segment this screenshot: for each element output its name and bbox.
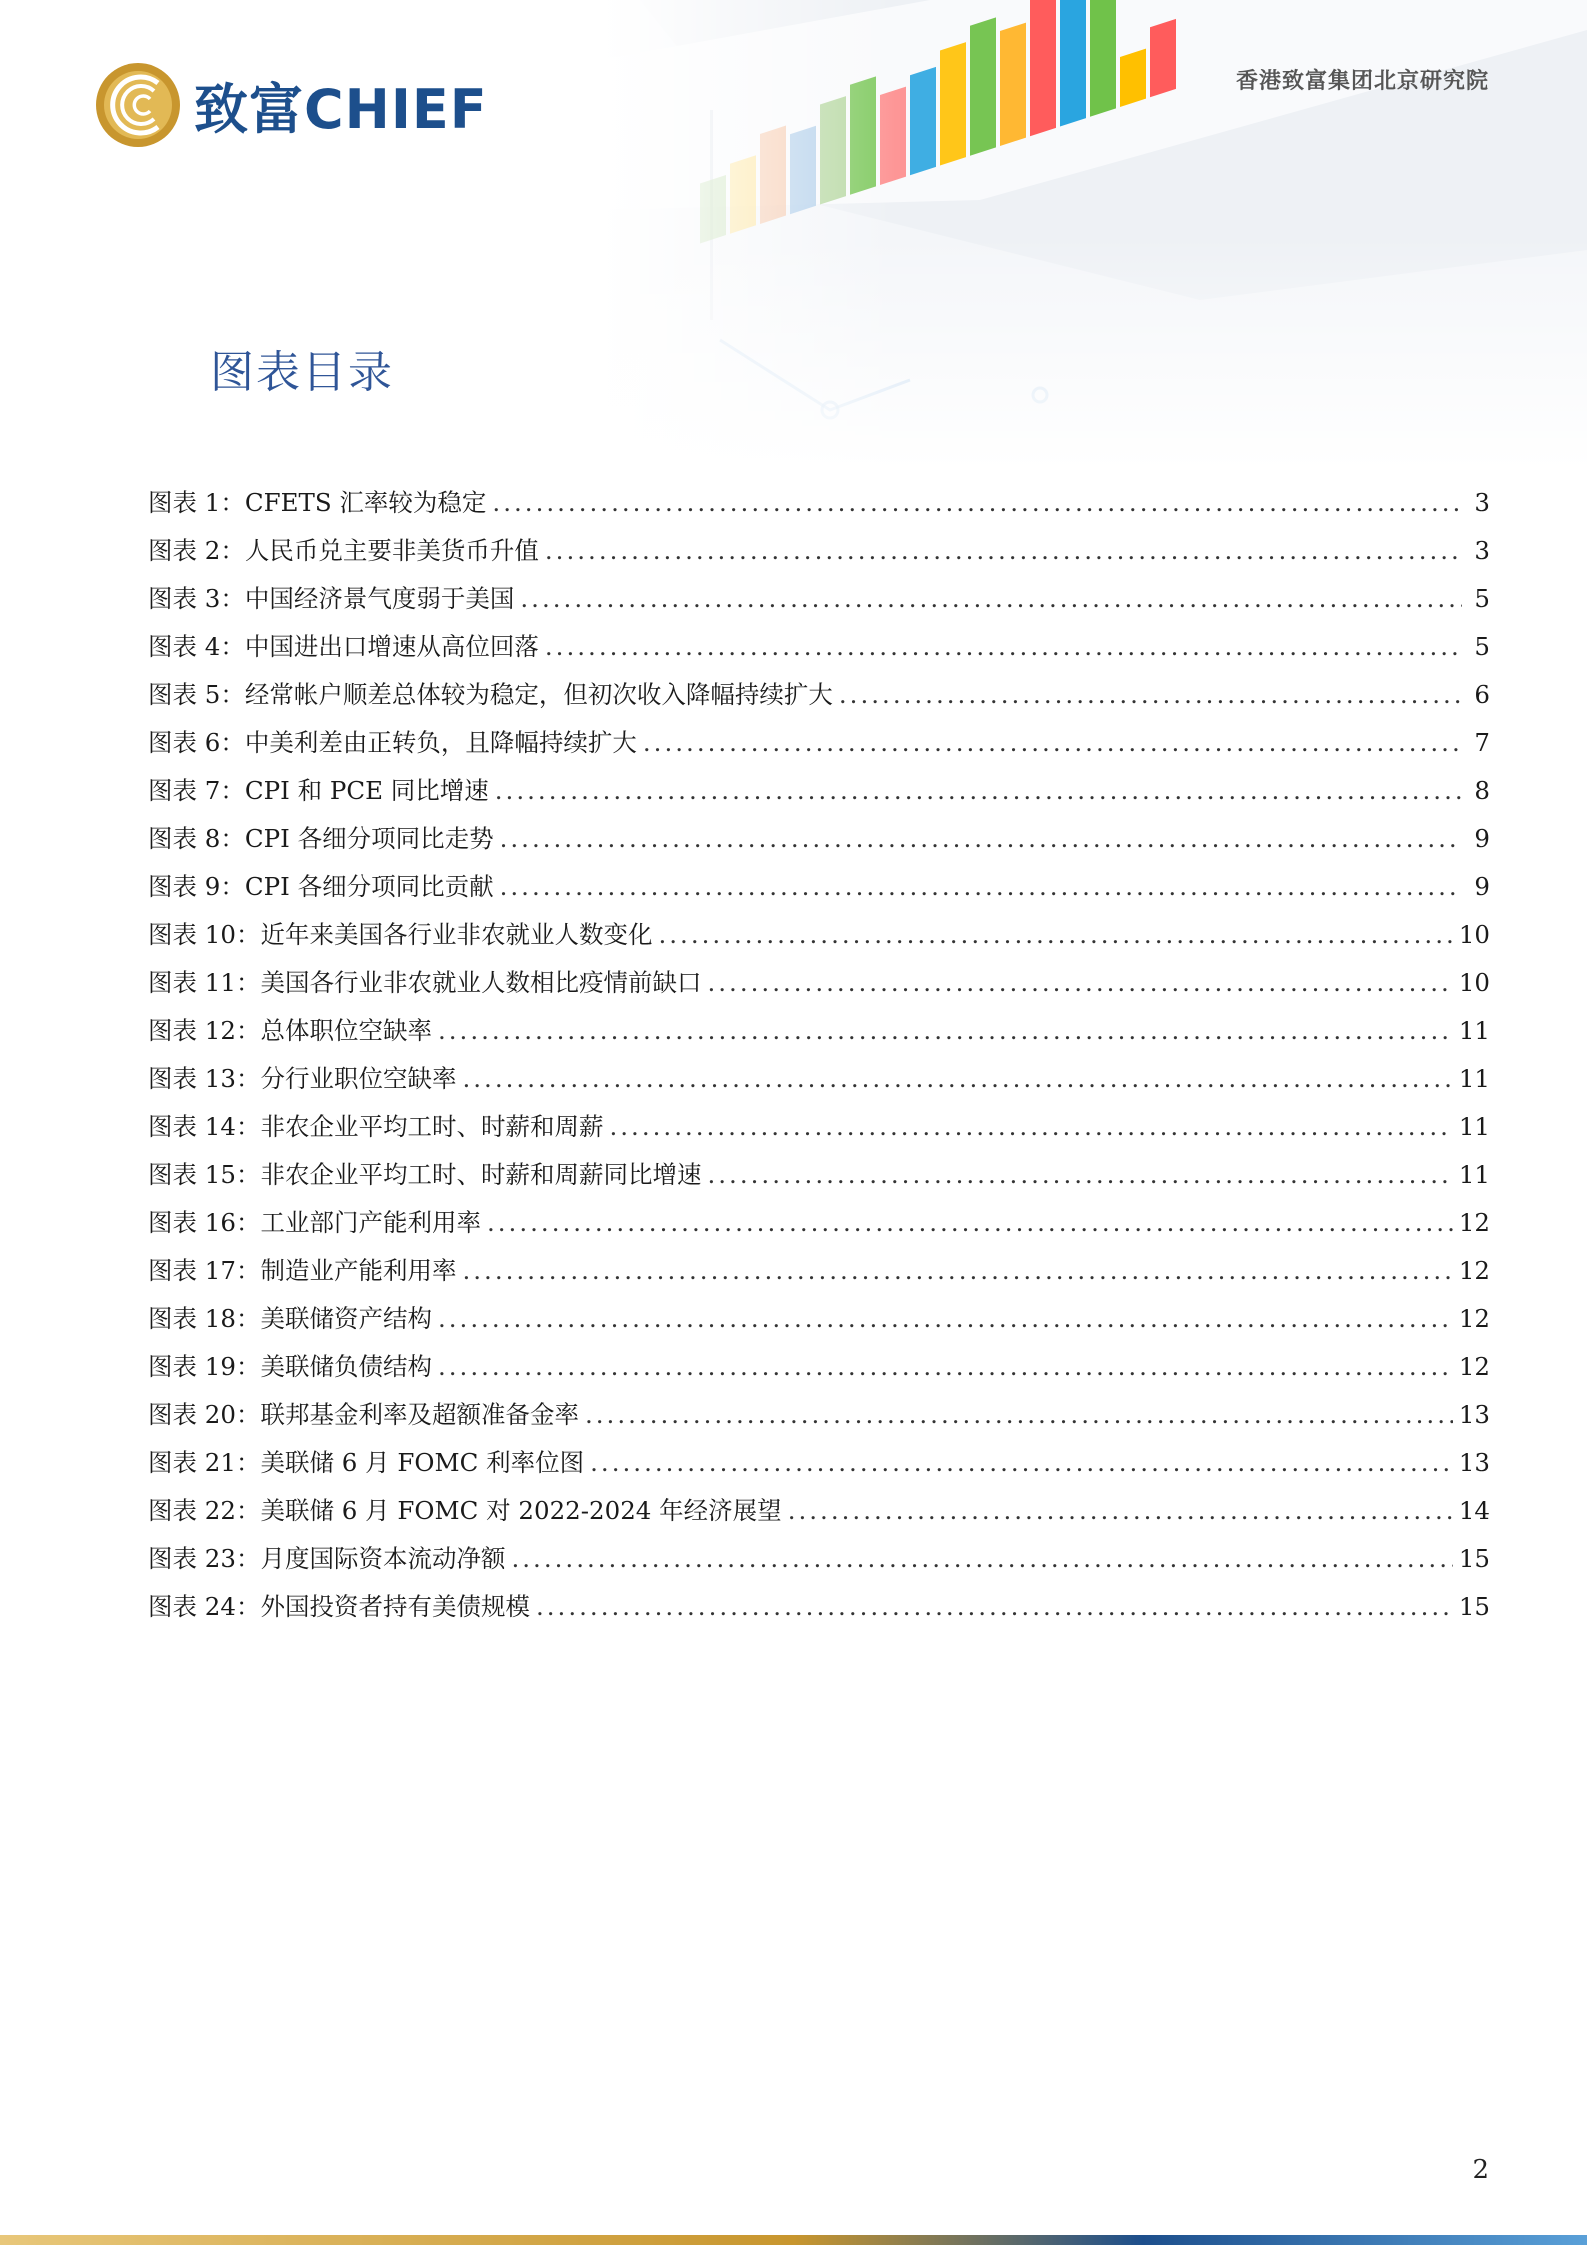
page-number: 2 [1472, 2155, 1489, 2185]
toc-entry-label: 图表 20：联邦基金利率及超额准备金率 [148, 1400, 579, 1429]
toc-entry[interactable] [148, 1444, 1490, 1492]
toc-entry-label: 图表 19：美联储负债结构 [148, 1352, 432, 1381]
toc-dot-leader [462, 1064, 1452, 1093]
toc-dot-leader [658, 920, 1452, 949]
toc-entry[interactable] [148, 1156, 1490, 1204]
toc-entry-label: 图表 8：CPI 各细分项同比走势 [148, 824, 494, 853]
toc-entry-label: 图表 24：外国投资者持有美债规模 [148, 1592, 530, 1621]
toc-entry-page: 12 [1458, 1352, 1490, 1381]
toc-entry-page: 14 [1458, 1496, 1490, 1525]
toc-entry-label: 图表 3：中国经济景气度弱于美国 [148, 584, 515, 613]
toc-entry-page: 15 [1458, 1544, 1490, 1573]
page-title: 图表目录 [210, 347, 394, 398]
toc-entry[interactable] [148, 580, 1490, 628]
toc-entry[interactable] [148, 1300, 1490, 1348]
toc-entry-page: 13 [1458, 1400, 1490, 1429]
toc-entry-page: 11 [1458, 1112, 1490, 1141]
toc-entry-page: 9 [1474, 872, 1490, 901]
toc-dot-leader [536, 1592, 1453, 1621]
toc-entry-page: 5 [1474, 632, 1490, 661]
toc-dot-leader [495, 776, 1462, 805]
institute-name: 香港致富集团北京研究院 [1235, 69, 1489, 94]
toc-dot-leader [500, 872, 1462, 901]
toc-dot-leader [438, 1304, 1453, 1333]
toc-dot-leader [492, 488, 1462, 517]
toc-entry-page: 8 [1474, 776, 1490, 805]
toc-dot-leader [500, 824, 1462, 853]
toc-entry-page: 6 [1474, 680, 1490, 709]
toc-entry[interactable] [148, 1252, 1490, 1300]
toc-dot-leader [707, 968, 1452, 997]
toc-entry-label: 图表 13：分行业职位空缺率 [148, 1064, 457, 1093]
toc-entry-page: 7 [1474, 728, 1490, 757]
toc-entry[interactable] [148, 532, 1490, 580]
toc-entry-page: 3 [1474, 488, 1490, 517]
toc-entry[interactable] [148, 916, 1490, 964]
toc-entry[interactable] [148, 628, 1490, 676]
toc-entry-label: 图表 22：美联储 6 月 FOMC 对 2022-2024 年经济展望 [148, 1496, 782, 1525]
toc-entry-page: 12 [1458, 1256, 1490, 1285]
toc-entry[interactable] [148, 820, 1490, 868]
toc-entry-label: 图表 1：CFETS 汇率较为稳定 [148, 488, 487, 517]
footer-gradient-bar [0, 2235, 1587, 2245]
toc-entry-page: 11 [1458, 1160, 1490, 1189]
toc-entry-page: 10 [1458, 968, 1490, 997]
toc-entry-page: 12 [1458, 1304, 1490, 1333]
toc-entry-page: 9 [1474, 824, 1490, 853]
toc-dot-leader [590, 1448, 1453, 1477]
toc-entry[interactable] [148, 1204, 1490, 1252]
toc-entry-page: 3 [1474, 536, 1490, 565]
toc-entry-label: 图表 9：CPI 各细分项同比贡献 [148, 872, 494, 901]
toc-dot-leader [462, 1256, 1452, 1285]
toc-entry[interactable] [148, 1492, 1490, 1540]
toc-entry[interactable] [148, 1396, 1490, 1444]
toc-dot-leader [520, 584, 1462, 613]
toc-entry-label: 图表 7：CPI 和 PCE 同比增速 [148, 776, 489, 805]
company-logo [94, 60, 488, 150]
toc-entry-label: 图表 10：近年来美国各行业非农就业人数变化 [148, 920, 653, 949]
toc-entry-page: 11 [1458, 1064, 1490, 1093]
toc-entry-label: 图表 16：工业部门产能利用率 [148, 1208, 481, 1237]
logo-emblem-icon [94, 61, 182, 149]
toc-entry[interactable] [148, 724, 1490, 772]
toc-dot-leader [788, 1496, 1453, 1525]
toc-dot-leader [609, 1112, 1452, 1141]
toc-dot-leader [545, 632, 1462, 661]
toc-entry-label: 图表 14：非农企业平均工时、时薪和周薪 [148, 1112, 604, 1141]
toc-entry-page: 13 [1458, 1448, 1490, 1477]
toc-entry-label: 图表 21：美联储 6 月 FOMC 利率位图 [148, 1448, 585, 1477]
toc-entry-label: 图表 12：总体职位空缺率 [148, 1016, 432, 1045]
toc-entry[interactable] [148, 772, 1490, 820]
toc-entry[interactable] [148, 484, 1490, 532]
toc-dot-leader [643, 728, 1462, 757]
toc-entry[interactable] [148, 676, 1490, 724]
toc-entry-label: 图表 11：美国各行业非农就业人数相比疫情前缺口 [148, 968, 702, 997]
toc-entry-label: 图表 6：中美利差由正转负，且降幅持续扩大 [148, 728, 637, 757]
toc-entry-label: 图表 18：美联储资产结构 [148, 1304, 432, 1333]
toc-entry[interactable] [148, 964, 1490, 1012]
toc-entry-label: 图表 15：非农企业平均工时、时薪和周薪同比增速 [148, 1160, 702, 1189]
toc-dot-leader [438, 1016, 1453, 1045]
toc-dot-leader [707, 1160, 1452, 1189]
toc-dot-leader [511, 1544, 1452, 1573]
toc-dot-leader [438, 1352, 1453, 1381]
toc-entry-page: 12 [1458, 1208, 1490, 1237]
toc-entry-page: 15 [1458, 1592, 1490, 1621]
toc-entry-label: 图表 2：人民币兑主要非美货币升值 [148, 536, 539, 565]
toc-entry[interactable] [148, 1588, 1490, 1636]
toc-entry-label: 图表 4：中国进出口增速从高位回落 [148, 632, 539, 661]
toc-entry[interactable] [148, 1540, 1490, 1588]
toc-dot-leader [545, 536, 1462, 565]
logo-text: 致富CHIEF [194, 77, 488, 141]
toc-entry-label: 图表 23：月度国际资本流动净额 [148, 1544, 506, 1573]
toc-entry[interactable] [148, 1108, 1490, 1156]
toc-entry-label: 图表 17：制造业产能利用率 [148, 1256, 457, 1285]
toc-entry[interactable] [148, 868, 1490, 916]
toc-entry-page: 11 [1458, 1016, 1490, 1045]
toc-entry[interactable] [148, 1060, 1490, 1108]
toc-dot-leader [585, 1400, 1453, 1429]
toc-entry-page: 5 [1474, 584, 1490, 613]
toc-entry[interactable] [148, 1012, 1490, 1060]
toc-dot-leader [487, 1208, 1453, 1237]
toc-entry[interactable] [148, 1348, 1490, 1396]
toc-entry-page: 10 [1458, 920, 1490, 949]
toc-entry-label: 图表 5：经常帐户顺差总体较为稳定，但初次收入降幅持续扩大 [148, 680, 833, 709]
toc-dot-leader [839, 680, 1462, 709]
table-of-figures [148, 484, 1490, 1636]
